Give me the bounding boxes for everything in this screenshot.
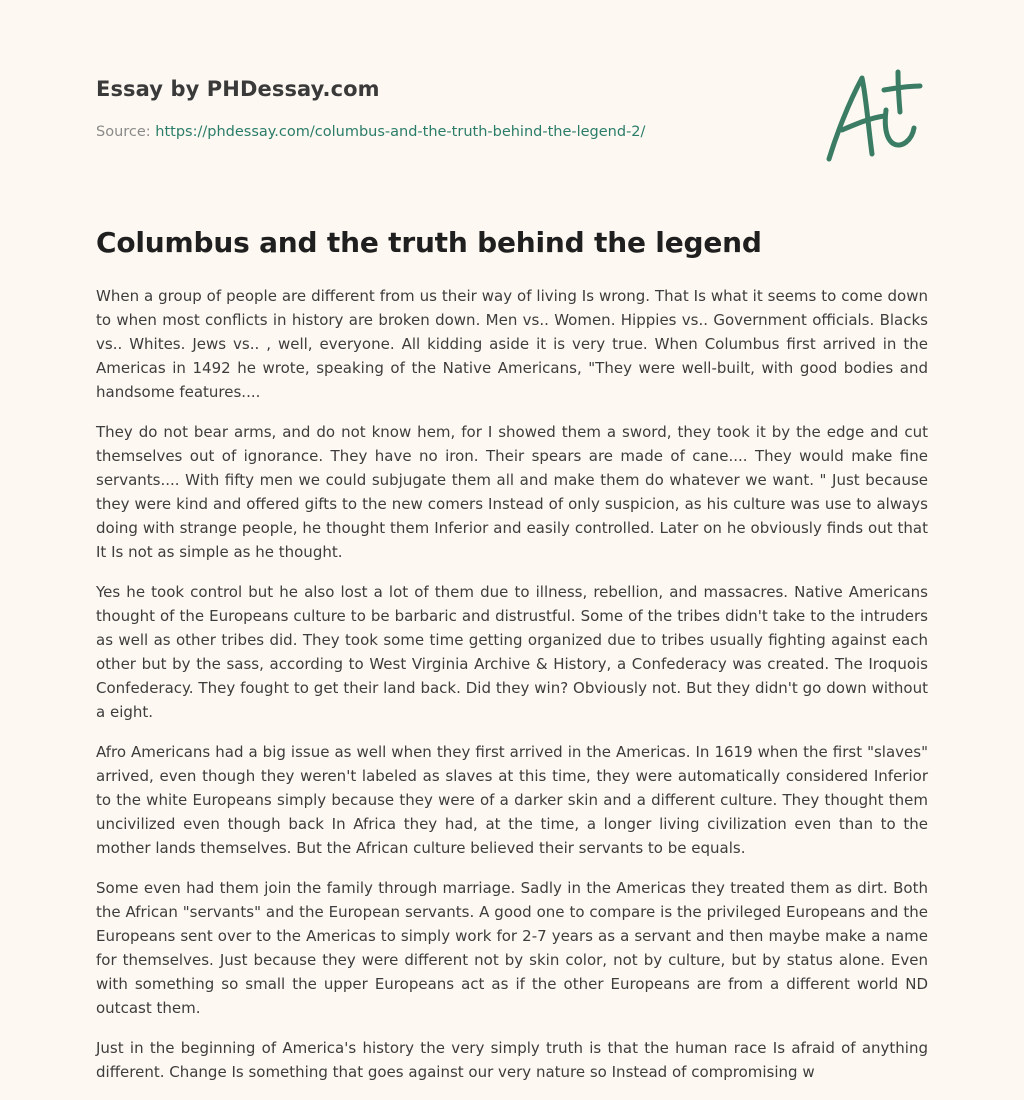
essay-paragraph: They do not bear arms, and do not know hem, for I showed them a sword, they took it by the edge and cut themselves out of ignorance. They have no iron. Their spears are made of cane.... They would make fine servants.... With fifty men we could subjugate them all and make them do whatever we want. " Just because they were kind and offered gifts to the new comers Instead of only suspicion, as his culture was use to always doing with strange people, he thought them Inferior and easily controlled. Later on he obviously finds out that It Is not as simple as he thought. (96, 423, 928, 561)
source-line (96, 124, 645, 140)
source-link[interactable]: https://phdessay.com/columbus-and-the-truth-behind-the-legend-2/ (155, 124, 646, 140)
a-plus-grade-icon (822, 66, 932, 166)
essay-paragraph: Afro Americans had a big issue as well when they first arrived in the Americas. In 1619 when the first "slaves" arrived, even though they weren't labeled as slaves at this time, they were automatically considered Inferior to the white Europeans simply because they were of a darker skin and a different culture. They thought them uncivilized even though back In Africa they had, at the time, a longer living civilization even than to the mother lands themselves. But the African culture believed their servants to be equals. (96, 743, 928, 857)
essay-title: Columbus and the truth behind the legend (96, 226, 762, 259)
site-brand: Essay by PHDessay.com (96, 77, 380, 101)
essay-paragraph: Just in the beginning of America's history the very simply truth is that the human race Is afraid of anything different. Change Is something that goes against our very nature so Instead of compromising w (96, 1039, 928, 1081)
essay-body (96, 284, 928, 1100)
essay-paragraph: Some even had them join the family through marriage. Sadly in the Americas they treated them as dirt. Both the African "servants" and the European servants. A good one to compare is the privileged Europeans and the Europeans sent over to the Americas to simply work for 2-7 years as a servant and then maybe make a name for themselves. Just because they were different not by skin color, not by culture, but by status alone. Even with something so small the upper Europeans act as if the other Europeans are from a different world ND outcast them. (96, 879, 928, 1017)
essay-paragraph: When a group of people are different from us their way of living Is wrong. That Is what it seems to come down to when most conflicts in history are broken down. Men vs.. Women. Hippies vs.. Government officials. Blacks vs.. Whites. Jews vs.. , well, everyone. All kidding aside it is very true. When Columbus first arrived in the Americas in 1492 he wrote, speaking of the Native Americans, "They were well-built, with good bodies and handsome features.... (96, 287, 928, 401)
essay-paragraph: Yes he took control but he also lost a lot of them due to illness, rebellion, and massacres. Native Americans thought of the Europeans culture to be barbaric and distrustful. Some of the tribes didn't take to the intruders as well as other tribes did. They took some time getting organized due to tribes usually fighting against each other but by the sass, according to West Virginia Archive & History, a Confederacy was created. The Iroquois Confederacy. They fought to get their land back. Did they win? Obviously not. But they didn't go down without a eight. (96, 583, 928, 721)
source-label: Source: (96, 124, 156, 140)
